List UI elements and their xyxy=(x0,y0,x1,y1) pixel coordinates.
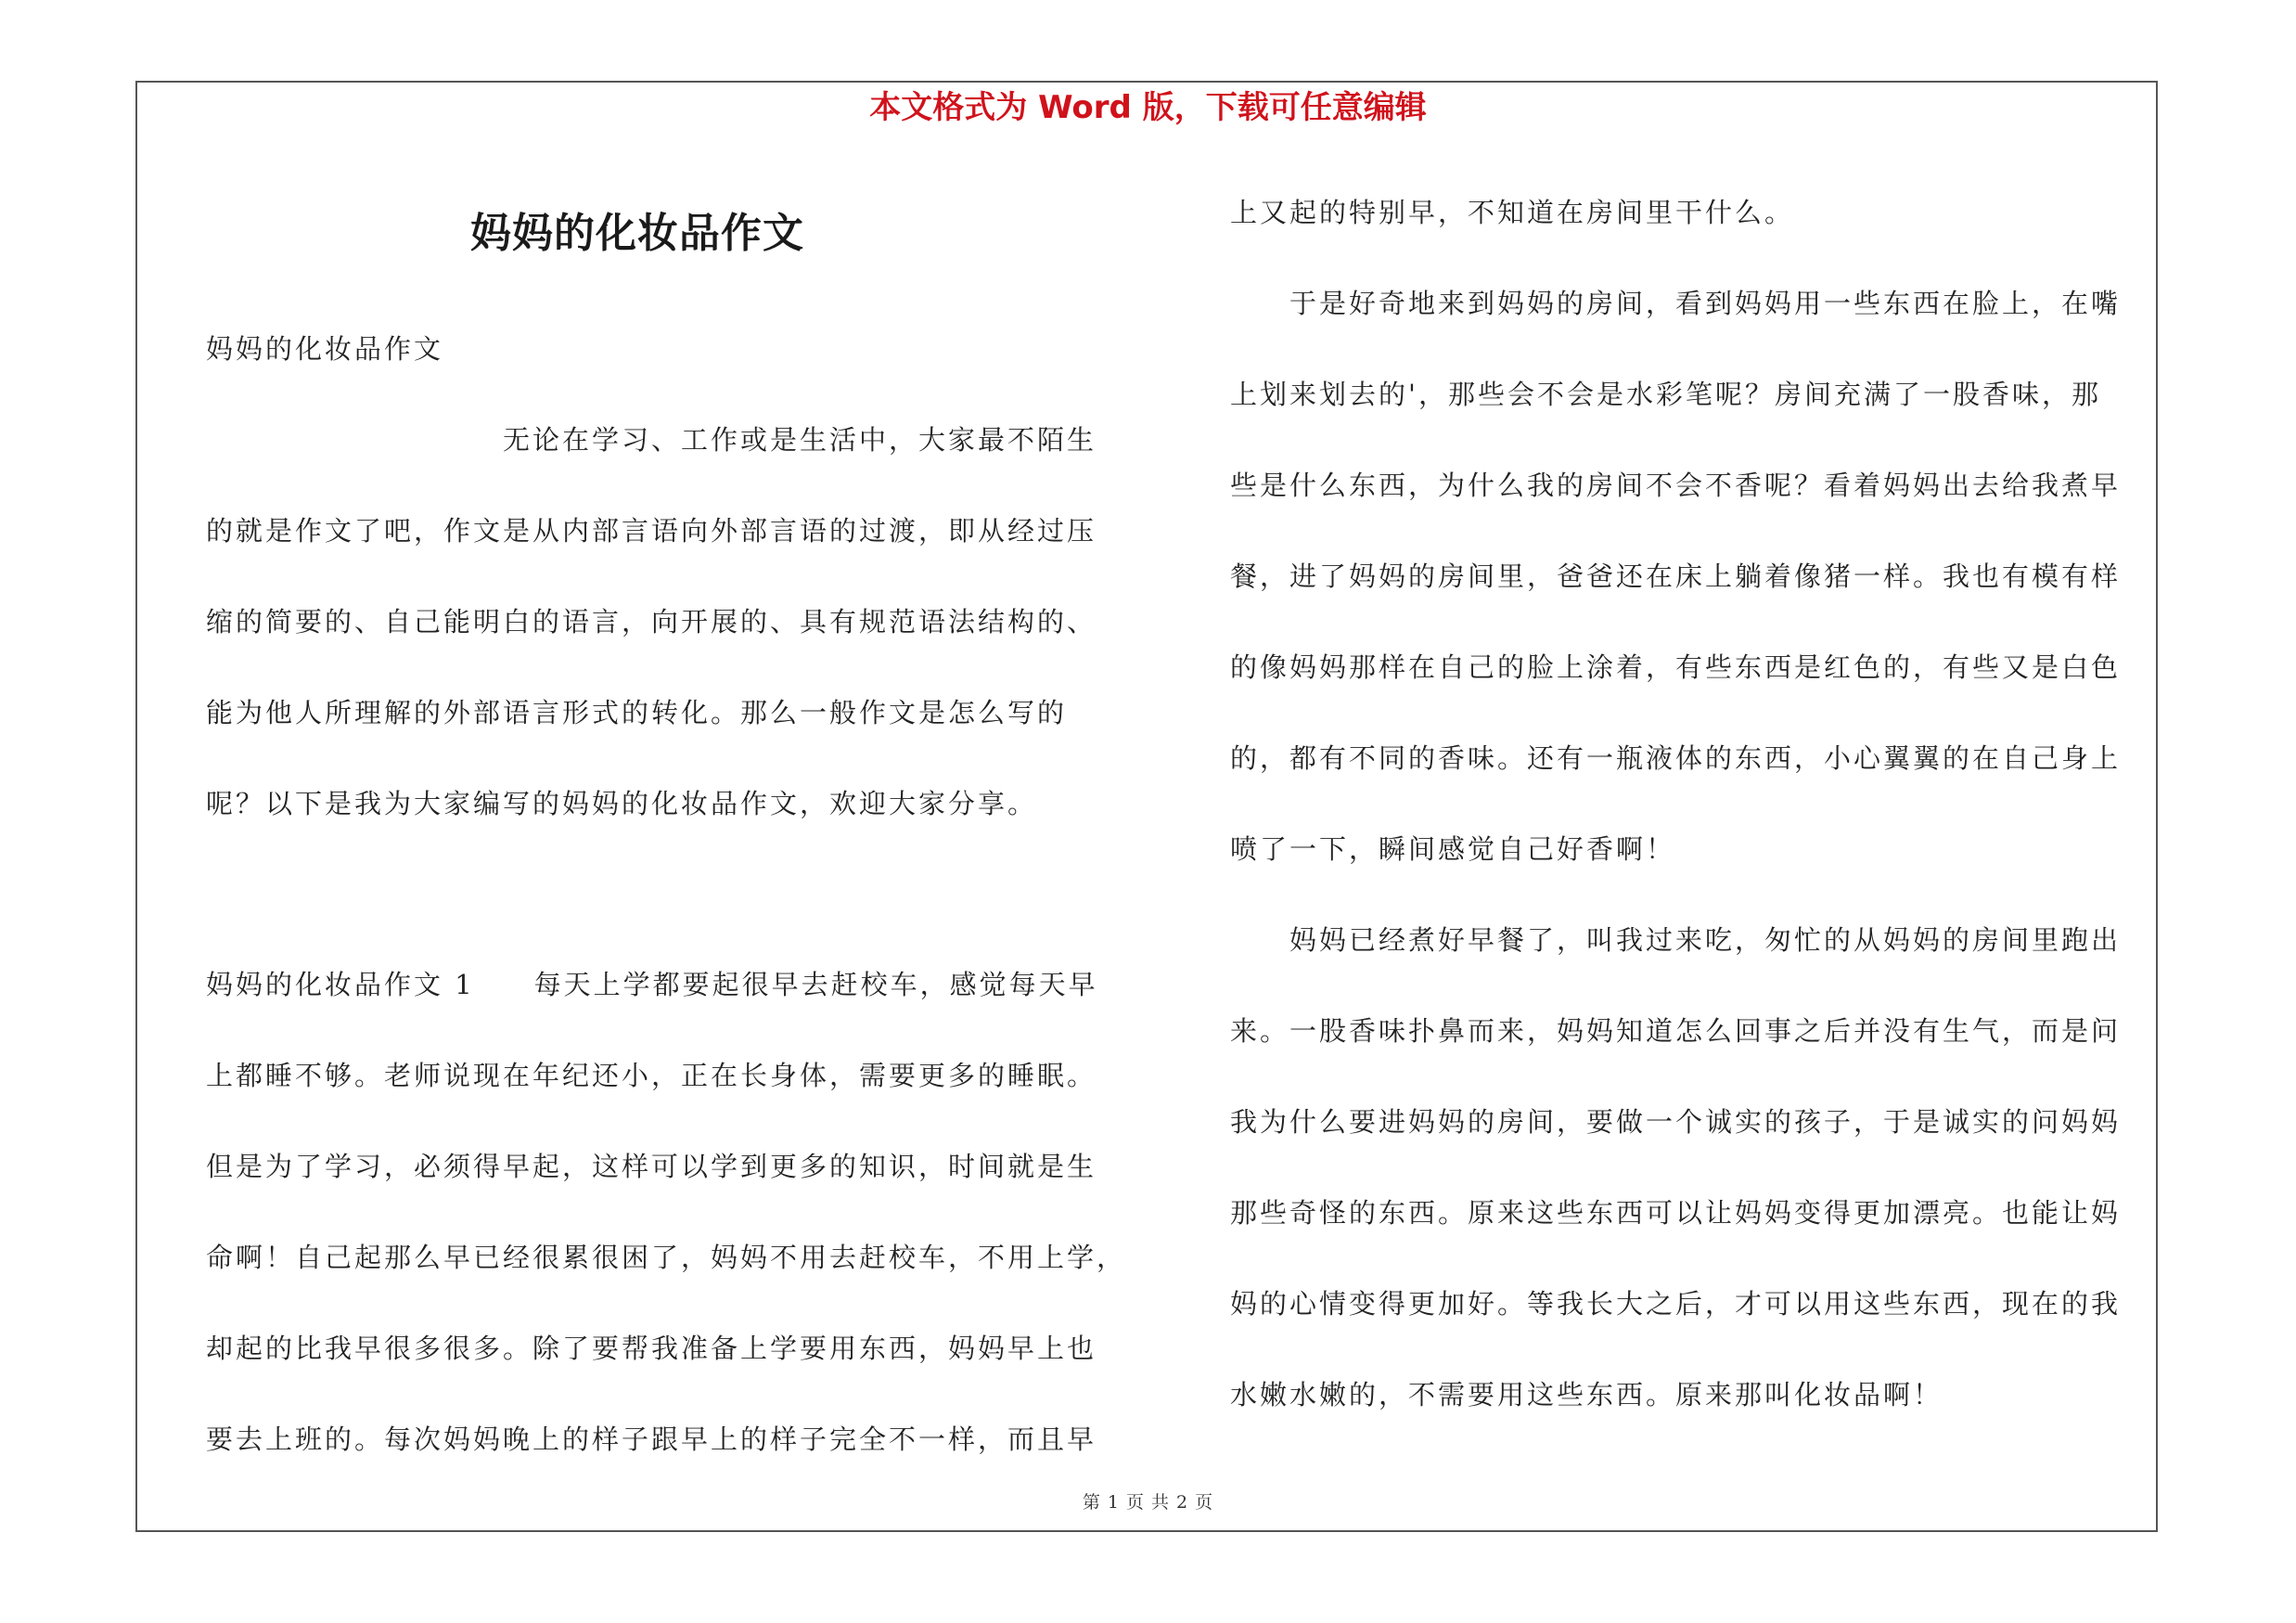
right-line: 的像妈妈那样在自己的脸上涂着，有些东西是红色的，有些又是白色 xyxy=(1230,651,2122,683)
left-line: 妈妈的化妆品作文 1 每天上学都要起很早去赶校车，感觉每天早 xyxy=(206,969,1098,1000)
right-line: 那些奇怪的东西。原来这些东西可以让妈妈变得更加漂亮。也能让妈 xyxy=(1230,1197,2122,1229)
left-line: 却起的比我早很多很多。除了要帮我准备上学要用东西，妈妈早上也 xyxy=(206,1333,1097,1364)
left-line: 无论在学习、工作或是生活中，大家最不陌生 xyxy=(206,424,1097,456)
right-line: 餐，进了妈妈的房间里，爸爸还在床上躺着像猪一样。我也有模有样 xyxy=(1230,560,2122,592)
right-line: 喷了一下，瞬间感觉自己好香啊！ xyxy=(1230,833,1676,865)
right-line: 来。一股香味扑鼻而来，妈妈知道怎么回事之后并没有生气，而是问 xyxy=(1230,1015,2122,1047)
right-line: 水嫩水嫩的，不需要用这些东西。原来那叫化妆品啊！ xyxy=(1230,1379,1943,1410)
left-line: 呢？以下是我为大家编写的妈妈的化妆品作文，欢迎大家分享。 xyxy=(206,788,1038,819)
document-title: 妈妈的化妆品作文 xyxy=(470,210,804,257)
right-line: 的，都有不同的香味。还有一瓶液体的东西，小心翼翼的在自己身上 xyxy=(1230,742,2122,774)
right-line: 妈妈已经煮好早餐了，叫我过来吃，匆忙的从妈妈的房间里跑出 xyxy=(1230,924,2122,956)
left-line: 上都睡不够。老师说现在年纪还小，正在长身体，需要更多的睡眠。 xyxy=(206,1060,1097,1091)
right-line: 我为什么要进妈妈的房间，要做一个诚实的孩子，于是诚实的问妈妈 xyxy=(1230,1106,2122,1138)
left-line: 能为他人所理解的外部语言形式的转化。那么一般作文是怎么写的 xyxy=(206,697,1068,728)
left-line: 但是为了学习，必须得早起，这样可以学到更多的知识，时间就是生 xyxy=(206,1151,1097,1182)
edit-notice-banner: 本文格式为 Word 版，下载可任意编辑 xyxy=(869,89,1427,126)
right-line: 妈的心情变得更加好。等我长大之后，才可以用这些东西，现在的我 xyxy=(1230,1288,2122,1320)
left-line: 缩的简要的、自己能明白的语言，向开展的、具有规范语法结构的、 xyxy=(206,606,1097,638)
right-line: 上又起的特别早，不知道在房间里干什么。 xyxy=(1230,197,1795,228)
right-line: 些是什么东西，为什么我的房间不会不香呢？看着妈妈出去给我煮早 xyxy=(1230,470,2122,501)
right-line: 于是好奇地来到妈妈的房间，看到妈妈用一些东西在脸上，在嘴 xyxy=(1230,288,2122,319)
left-line: 命啊！自己起那么早已经很累很困了，妈妈不用去赶校车，不用上学， xyxy=(206,1242,1127,1273)
left-line: 的就是作文了吧，作文是从内部言语向外部言语的过渡，即从经过压 xyxy=(206,515,1097,547)
left-line: 要去上班的。每次妈妈晚上的样子跟早上的样子完全不一样，而且早 xyxy=(206,1423,1097,1455)
right-line: 上划来划去的'，那些会不会是水彩笔呢？房间充满了一股香味，那 xyxy=(1230,379,2101,410)
page-number: 第 1 页 共 2 页 xyxy=(1082,1492,1214,1513)
left-line: 妈妈的化妆品作文 xyxy=(206,333,444,365)
